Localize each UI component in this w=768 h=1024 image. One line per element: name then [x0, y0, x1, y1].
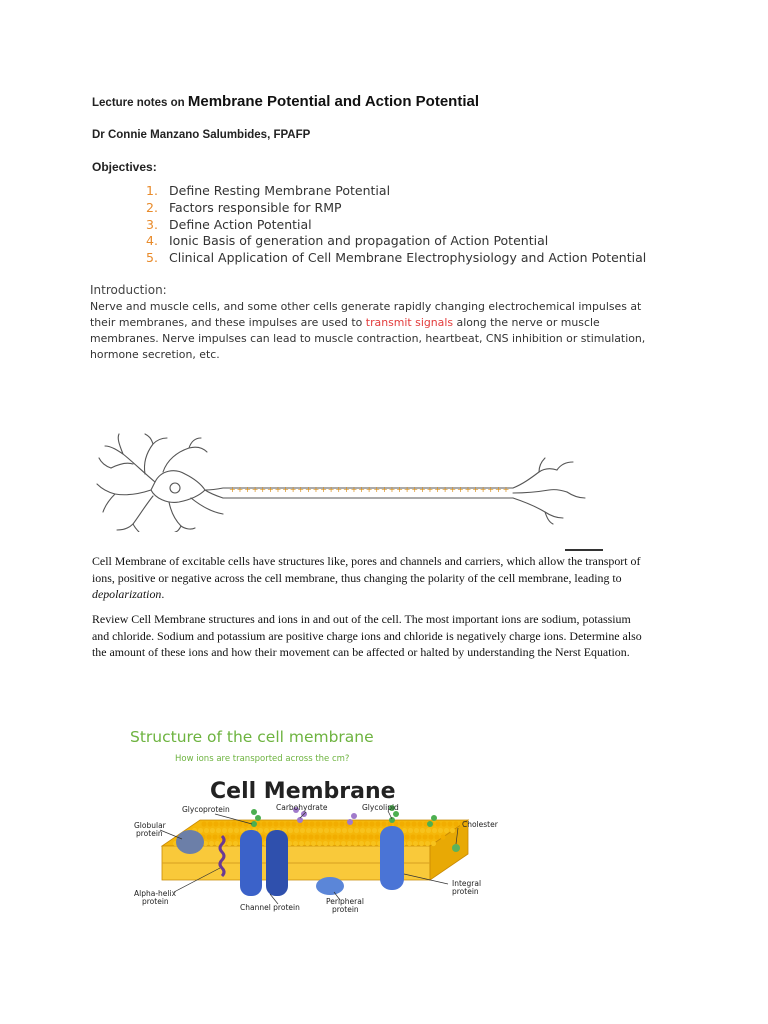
intro-text-segment: their membranes, and these impulses are used to	[90, 315, 366, 329]
lipid-head	[354, 828, 359, 833]
label-carbohydrate: Carbohydrate	[276, 803, 328, 812]
charge-mark: +	[335, 485, 343, 494]
lipid-head	[212, 834, 217, 839]
lipid-head	[228, 828, 233, 833]
objective-number: 5.	[146, 250, 158, 266]
lipid-head	[341, 841, 346, 846]
lipid-head	[453, 821, 458, 826]
intro-line: hormone secretion, etc.	[90, 347, 220, 361]
paragraph-line: Cell Membrane of excitable cells have structures like, pores and channels and carriers, which allow the transport of	[92, 554, 641, 568]
lipid-head	[323, 841, 328, 846]
highlighted-phrase: transmit signals	[365, 315, 454, 329]
lipid-head	[201, 821, 206, 826]
lipid-head	[213, 821, 218, 826]
lipid-head	[344, 834, 349, 839]
lipid-head	[336, 828, 341, 833]
lipid-head	[306, 828, 311, 833]
lipid-head	[264, 828, 269, 833]
lipid-head	[360, 828, 365, 833]
objective-item	[146, 200, 646, 217]
lipid-head	[425, 841, 430, 846]
charge-mark: +	[403, 485, 411, 494]
lipid-head	[359, 841, 364, 846]
objective-text: Define Resting Membrane Potential	[169, 183, 391, 198]
lipid-head	[318, 828, 323, 833]
neuron-illustration	[93, 432, 593, 532]
lipid-head	[320, 834, 325, 839]
charge-mark: +	[274, 485, 282, 494]
lipid-head	[363, 821, 368, 826]
objective-number: 1.	[146, 183, 158, 198]
objective-item	[146, 217, 646, 234]
charge-mark: +	[343, 485, 350, 494]
lipid-head	[375, 821, 380, 826]
lipid-head	[410, 834, 415, 839]
intro-line: Nerve and muscle cells, and some other cells generate rapidly changing electrochemical impulses at	[90, 300, 642, 313]
paragraph-line: ions, positive or negative across the cell membrane, thus changing the polarity of the cell membrane, leading to	[92, 570, 622, 585]
label-globular-protein-2: protein	[136, 829, 163, 838]
label-glycolipid: Glycolipid	[362, 803, 399, 812]
objective-text: Factors responsible for RMP	[169, 199, 342, 215]
charge-mark: +	[251, 485, 259, 494]
integral-protein-shape	[380, 826, 404, 890]
lipid-head	[362, 834, 367, 839]
lipid-head	[234, 828, 239, 833]
lipid-head	[288, 828, 293, 833]
lipid-head	[432, 828, 437, 833]
lipid-head	[348, 828, 353, 833]
charge-mark: +	[449, 485, 457, 494]
lipid-head	[317, 841, 322, 846]
intro-line: membranes. Nerve impulses can lead to muscle contraction, heartbeat, CNS inhibition or stimulation,	[90, 331, 646, 345]
lipid-head	[305, 841, 310, 846]
lecture-title	[92, 93, 479, 111]
lipid-head	[299, 841, 304, 846]
lipid-head	[207, 821, 212, 826]
lipid-head	[321, 821, 326, 826]
label-alpha-helix-2: protein	[142, 897, 169, 906]
lipid-head	[303, 821, 308, 826]
lipid-head	[374, 834, 379, 839]
lipid-head	[216, 828, 221, 833]
charge-mark: +	[495, 485, 502, 494]
author-line: Dr Connie Manzano Salumbides, FPAFP	[92, 129, 311, 141]
title-main: Membrane Potential and Action Potential	[187, 93, 480, 110]
lipid-head	[428, 834, 433, 839]
lipid-head	[315, 821, 320, 826]
lipid-head	[372, 828, 377, 833]
lipid-head	[438, 828, 443, 833]
lipid-head	[450, 828, 455, 833]
lipid-head	[273, 821, 278, 826]
lipid-head	[261, 821, 266, 826]
lipid-head	[419, 841, 424, 846]
intro-text-segment: along the nerve or muscle	[453, 315, 600, 329]
paragraph-line: the amount of these ions and how their movement can be affected or halted by understanding the Nerst Equation.	[92, 645, 630, 660]
cell-membrane-figure	[130, 724, 550, 924]
lipid-head	[440, 834, 445, 839]
charge-mark: +	[305, 485, 312, 494]
intro-line	[90, 315, 680, 331]
charge-mark: +	[457, 485, 464, 494]
lipid-head	[314, 834, 319, 839]
charge-mark: +	[259, 485, 267, 494]
lipid-head	[204, 828, 209, 833]
lipid-head	[294, 828, 299, 833]
charge-mark: +	[236, 485, 244, 494]
lipid-head	[308, 834, 313, 839]
lipid-head	[353, 841, 358, 846]
lipid-head	[416, 834, 421, 839]
lipid-head	[327, 821, 332, 826]
charge-mark: +	[297, 485, 305, 494]
lipid-head	[399, 821, 404, 826]
paragraph-line	[92, 586, 680, 603]
label-alpha-helix-1: Alpha-helix	[134, 889, 177, 898]
lipid-head	[393, 821, 398, 826]
charge-mark: +	[441, 485, 449, 494]
label-cholesterol: Cholester	[462, 820, 498, 829]
objective-text: Define Action Potential	[169, 216, 312, 232]
lipid-head	[407, 841, 412, 846]
lipid-head	[338, 834, 343, 839]
lipid-head	[332, 834, 337, 839]
paragraph-line: and chloride. Sodium and potassium are positive charge ions and chloride is negatively charge ions. Determine also	[92, 628, 642, 643]
lipid-head	[227, 841, 232, 846]
lipid-head	[441, 821, 446, 826]
lipid-head	[219, 821, 224, 826]
lipid-head	[329, 841, 334, 846]
lipid-head	[447, 821, 452, 826]
lipid-bilayer	[162, 820, 468, 880]
lipid-head	[417, 821, 422, 826]
charge-mark: +	[472, 485, 479, 494]
lipid-head	[222, 828, 227, 833]
label-globular-protein-1: Globular	[134, 821, 166, 830]
objective-item	[146, 250, 646, 267]
lipid-head	[279, 821, 284, 826]
lipid-head	[293, 841, 298, 846]
introduction-heading: Introduction:	[90, 283, 167, 297]
charge-mark: +	[229, 485, 236, 494]
objective-item	[146, 233, 646, 250]
charge-mark: +	[464, 485, 472, 494]
charge-mark: +	[487, 485, 495, 494]
lipid-head	[371, 841, 376, 846]
lipid-head	[422, 834, 427, 839]
label-glycoprotein: Glycoprotein	[182, 805, 230, 814]
peripheral-protein-shape	[316, 877, 344, 895]
lipid-head	[231, 821, 236, 826]
figure-title: Structure of the cell membrane	[130, 728, 374, 746]
paragraph-line: Review Cell Membrane structures and ions in and out of the cell. The most important ions are sodium, potassium	[92, 612, 631, 626]
lipid-head	[369, 821, 374, 826]
introduction-paragraph	[90, 299, 680, 363]
charge-mark: +	[426, 485, 434, 494]
objective-text: Clinical Application of Cell Membrane Electrophysiology and Action Potential	[169, 250, 647, 266]
lipid-head	[209, 841, 214, 846]
lipid-head	[333, 821, 338, 826]
title-prefix: Lecture notes on	[92, 97, 188, 109]
lipid-head	[267, 821, 272, 826]
charge-mark: +	[411, 485, 419, 494]
lipid-head	[312, 828, 317, 833]
objective-number: 3.	[146, 216, 158, 232]
charge-mark: +	[502, 485, 510, 494]
lipid-head	[381, 821, 386, 826]
lipid-head	[285, 821, 290, 826]
lipid-head	[198, 828, 203, 833]
lipid-head	[237, 821, 242, 826]
charge-mark: +	[358, 485, 365, 494]
charge-mark: +	[327, 485, 335, 494]
objective-number: 4.	[146, 233, 158, 249]
lipid-head	[291, 821, 296, 826]
lipid-head	[426, 828, 431, 833]
lipid-head	[411, 821, 416, 826]
objectives-list	[146, 183, 646, 267]
globular-protein-shape	[176, 830, 204, 854]
charge-mark: +	[244, 485, 251, 494]
lipid-head	[368, 834, 373, 839]
charge-mark: +	[373, 485, 381, 494]
lipid-head	[335, 841, 340, 846]
charge-mark: +	[419, 485, 426, 494]
lipid-head	[339, 821, 344, 826]
lipid-head	[296, 834, 301, 839]
objectives-heading: Objectives:	[92, 160, 157, 174]
lipid-head	[404, 834, 409, 839]
figure-subtitle: How ions are transported across the cm?	[175, 754, 350, 764]
lipid-head	[408, 828, 413, 833]
lipid-head	[230, 834, 235, 839]
charge-mark: +	[312, 485, 320, 494]
charge-mark: +	[396, 485, 403, 494]
lipid-head	[233, 841, 238, 846]
lipid-head	[431, 841, 436, 846]
lipid-head	[350, 834, 355, 839]
lipid-head	[444, 828, 449, 833]
underline-mark	[565, 549, 603, 551]
membrane-paragraph	[92, 553, 680, 603]
charge-mark: +	[434, 485, 441, 494]
lipid-head	[356, 834, 361, 839]
lipid-head	[311, 841, 316, 846]
lipid-head	[413, 841, 418, 846]
label-channel-protein: Channel protein	[240, 903, 300, 912]
charge-mark: +	[289, 485, 297, 494]
ions-paragraph	[92, 611, 680, 661]
charge-mark: +	[365, 485, 373, 494]
charge-mark: +	[479, 485, 487, 494]
lipid-head	[365, 841, 370, 846]
label-peripheral-protein-2: protein	[332, 905, 359, 914]
lipid-head	[414, 828, 419, 833]
label-integral-protein-2: protein	[452, 887, 479, 896]
charge-mark: +	[388, 485, 396, 494]
figure-heading: Cell Membrane	[210, 779, 396, 804]
lipid-head	[206, 834, 211, 839]
lipid-head	[347, 841, 352, 846]
lipid-head	[405, 821, 410, 826]
lipid-head	[366, 828, 371, 833]
charge-mark: +	[350, 485, 358, 494]
cholesterol-shape	[452, 844, 460, 852]
lipid-head	[258, 828, 263, 833]
lipid-head	[435, 821, 440, 826]
lipid-head	[330, 828, 335, 833]
lipid-head	[302, 834, 307, 839]
label-peripheral-protein-1: Peripheral	[326, 897, 364, 906]
label-integral-protein-1: Integral	[452, 879, 482, 888]
lipid-head	[357, 821, 362, 826]
charge-mark: +	[320, 485, 327, 494]
paragraph-punctuation: .	[161, 587, 165, 602]
lipid-head	[309, 821, 314, 826]
objective-number: 2.	[146, 199, 158, 215]
lipid-head	[210, 828, 215, 833]
lipid-head	[326, 834, 331, 839]
charge-mark: +	[381, 485, 388, 494]
lipid-head	[290, 834, 295, 839]
lipid-head	[420, 828, 425, 833]
lipid-head	[324, 828, 329, 833]
objective-item	[146, 183, 646, 200]
charge-mark: +	[282, 485, 289, 494]
emphasized-term: depolarization	[92, 587, 162, 602]
lipid-head	[342, 828, 347, 833]
lipid-head	[434, 834, 439, 839]
lipid-head	[300, 828, 305, 833]
charge-mark: +	[267, 485, 274, 494]
lipid-head	[225, 821, 230, 826]
objective-text: Ionic Basis of generation and propagation of Action Potential	[169, 233, 549, 249]
